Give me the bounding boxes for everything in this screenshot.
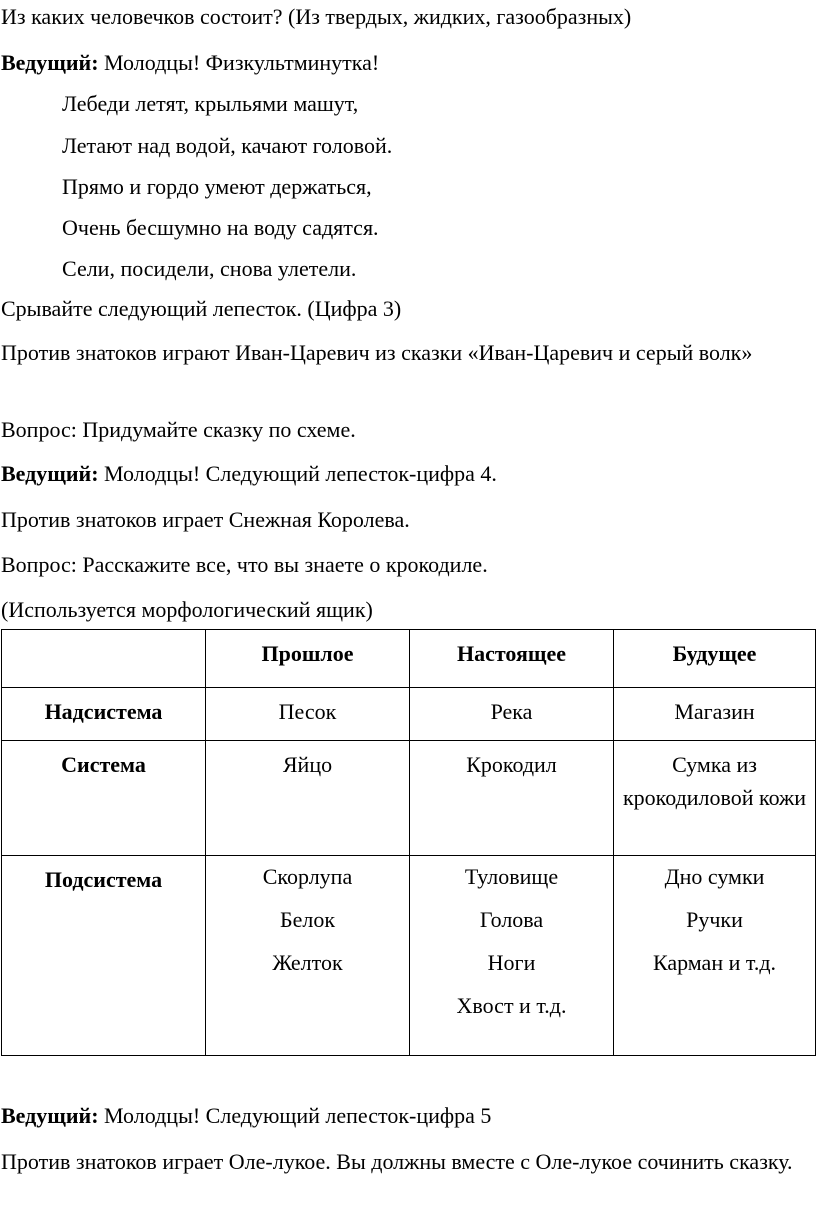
paragraph-host-petal-5 <box>1 1103 491 1129</box>
poem-line-4: Очень бесшумно на воду садятся. <box>62 215 379 240</box>
table-cell <box>206 856 410 1056</box>
paragraph-question-crocodile: Вопрос: Расскажите все, что вы знаете о крокодиле. <box>1 552 488 577</box>
row-label-supersystem: Надсистема <box>2 688 206 741</box>
paragraph-ole-lukoie: Против знатоков играет Оле-лукое. Вы должны вместе с Оле-лукое сочинить сказку. <box>1 1149 793 1174</box>
table-row <box>2 856 816 1056</box>
speaker-label: Ведущий: <box>1 1103 99 1128</box>
table-cell: Крокодил <box>410 741 614 856</box>
paragraph-question-composition: Из каких человечков состоит? (Из твердых, жидких, газообразных) <box>1 4 632 29</box>
cell-item: Ноги <box>487 949 536 975</box>
paragraph-host-petal-4 <box>1 461 497 487</box>
cell-item: Скорлупа <box>262 864 353 889</box>
speaker-label: Ведущий: <box>1 50 99 75</box>
cell-item: Хвост и т.д. <box>456 992 567 1018</box>
table-header-empty <box>2 630 206 688</box>
table-cell: Река <box>410 688 614 741</box>
paragraph-petal-3: Срывайте следующий лепесток. (Цифра 3) <box>1 296 402 321</box>
paragraph-text: Молодцы! Следующий лепесток-цифра 4. <box>98 461 497 486</box>
paragraph-morphological-box: (Используется морфологический ящик) <box>1 597 373 622</box>
paragraph-text: Молодцы! Физкультминутка! <box>98 50 380 75</box>
morphological-box-table <box>1 629 816 1056</box>
table-cell: Песок <box>206 688 410 741</box>
row-label-system: Система <box>2 741 206 856</box>
table-header-future: Будущее <box>614 630 816 688</box>
cell-item: Голова <box>479 906 544 932</box>
table-header-row <box>2 630 816 688</box>
paragraph-question-fairytale: Вопрос: Придумайте сказку по схеме. <box>1 417 356 442</box>
table-row <box>2 688 816 741</box>
table-row <box>2 741 816 856</box>
table-header-past: Прошлое <box>206 630 410 688</box>
paragraph-snow-queen: Против знатоков играет Снежная Королева. <box>1 507 410 532</box>
table-cell: Яйцо <box>206 741 410 856</box>
poem-line-1: Лебеди летят, крыльями машут, <box>62 91 359 116</box>
poem-line-5: Сели, посидели, снова улетели. <box>62 256 357 281</box>
paragraph-ivan-tsarevich: Против знатоков играют Иван-Царевич из сказки «Иван-Царевич и серый волк» <box>1 340 753 365</box>
table-header-present: Настоящее <box>410 630 614 688</box>
row-label-subsystem: Подсистема <box>2 856 206 1056</box>
cell-item: Ручки <box>686 906 743 932</box>
paragraph-text: Молодцы! Следующий лепесток-цифра 5 <box>98 1103 492 1128</box>
cell-item: Дно сумки <box>664 864 765 889</box>
speaker-label: Ведущий: <box>1 461 99 486</box>
paragraph-host-exercise <box>1 50 379 76</box>
cell-item: Белок <box>279 906 336 932</box>
cell-item: Карман и т.д. <box>652 949 777 975</box>
cell-item: Желток <box>272 949 343 975</box>
cell-item: Туловище <box>464 864 559 889</box>
poem-line-2: Летают над водой, качают головой. <box>62 133 393 158</box>
table-cell: Сумка из крокодиловой кожи <box>614 741 816 856</box>
poem-line-3: Прямо и гордо умеют держаться, <box>62 174 372 199</box>
table-cell <box>614 856 816 1056</box>
table-cell <box>410 856 614 1056</box>
table-cell: Магазин <box>614 688 816 741</box>
